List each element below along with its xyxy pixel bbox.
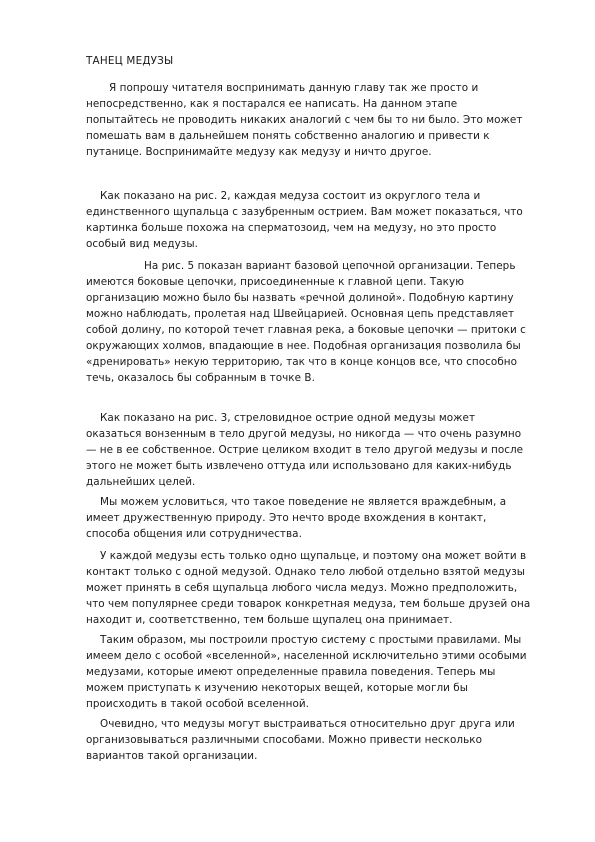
paragraph-8-line-3: вариантов такой организации. (86, 750, 258, 762)
paragraph-3-line-3: организацию можно было бы назвать «речной долиной». Подобную картину (86, 292, 514, 304)
paragraph-1-line-4: помешать вам в дальнейшем понять собственно аналогию и привести к (86, 130, 490, 142)
paragraph-4-line-3: — не в ее собственное. Острие целиком входит в тело другой медузы и после (86, 444, 524, 456)
paragraph-6-line-2: контакт только с одной медузой. Однако тело любой отдельно взятой медузы (86, 566, 526, 578)
paragraph-5-line-3: способа общения или сотрудничества. (86, 528, 302, 540)
paragraph-3-line-5: собой долину, по которой течет главная река, а боковые цепочки — притоки с (86, 324, 526, 336)
paragraph-3-line-1: На рис. 5 показан вариант базовой цепочной организации. Теперь (144, 260, 516, 272)
paragraph-7-line-4: можем приступать к изучению некоторых вещей, которые могли бы (86, 682, 469, 694)
paragraph-2-line-4: особый вид медузы. (86, 238, 198, 250)
paragraph-2-line-2: единственного щупальца с зазубренным острием. Вам может показаться, что (86, 206, 523, 218)
paragraph-4-line-1: Как показано на рис. 3, стреловидное острие одной медузы может (100, 412, 476, 424)
paragraph-1-line-2: непосредственно, как я постарался ее написать. На данном этапе (86, 98, 458, 110)
document-title: ТАНЕЦ МЕДУЗЫ (86, 55, 174, 67)
paragraph-1-line-1: Я попрошу читателя воспринимать данную главу так же просто и (109, 82, 479, 94)
paragraph-2-line-3: картинка больше похожа на сперматозоид, чем на медузу, но это просто (86, 222, 497, 234)
paragraph-6-line-5: находит и, соответственно, тем больше щупалец она принимает. (86, 614, 453, 626)
paragraph-7-line-3: медузами, которые имеют определенные правила поведения. Теперь мы (86, 666, 496, 678)
paragraph-7-line-1: Таким образом, мы построили простую систему с простыми правилами. Мы (100, 634, 522, 646)
paragraph-5-line-2: имеет дружественную природу. Это нечто вроде вхождения в контакт, (86, 512, 487, 524)
paragraph-5-line-1: Мы можем условиться, что такое поведение не является враждебным, а (100, 496, 507, 508)
paragraph-4-line-2: оказаться вонзенным в тело другой медузы, но никогда — что очень разумно (86, 428, 522, 440)
paragraph-4-line-5: дальнейших целей. (86, 476, 196, 488)
paragraph-8-line-1: Очевидно, что медузы могут выстраиваться относительно друг друга или (100, 718, 515, 730)
paragraph-2-line-1: Как показано на рис. 2, каждая медуза состоит из округлого тела и (100, 190, 481, 202)
paragraph-1-line-5: путанице. Воспринимайте медузу как медузу и ничто другое. (86, 146, 432, 158)
paragraph-4-line-4: этого не может быть извлечено оттуда или использовано для каких-нибудь (86, 460, 512, 472)
paragraph-6-line-1: У каждой медузы есть только одно щупальце, и поэтому она может войти в (100, 550, 527, 562)
paragraph-3-line-7: «дренировать» некую территорию, так что в конце концов все, что способно (86, 356, 518, 368)
paragraph-7-line-5: происходить в такой особой вселенной. (86, 698, 310, 710)
paragraph-7-line-2: имеем дело с особой «вселенной», населенной исключительно этими особыми (86, 650, 527, 662)
paragraph-3-line-8: течь, оказалось бы собранным в точке В. (86, 372, 315, 384)
paragraph-1-line-3: попытайтесь не проводить никаких аналогий с чем бы то ни было. Это может (86, 114, 523, 126)
paragraph-6-line-4: что чем популярнее среди товарок конкретная медуза, тем больше друзей она (86, 598, 531, 610)
paragraph-6-line-3: может принять в себя щупальца любого числа медуз. Можно предположить, (86, 582, 518, 594)
paragraph-3-line-6: окружающих холмов, впадающие в нее. Подобная организация позволила бы (86, 340, 521, 352)
paragraph-3-line-4: можно наблюдать, пролетая над Швейцарией. Основная цепь представляет (86, 308, 515, 320)
paragraph-3-line-2: имеются боковые цепочки, присоединенные к главной цепи. Такую (86, 276, 465, 288)
paragraph-8-line-2: организовываться различными способами. Можно привести несколько (86, 734, 482, 746)
